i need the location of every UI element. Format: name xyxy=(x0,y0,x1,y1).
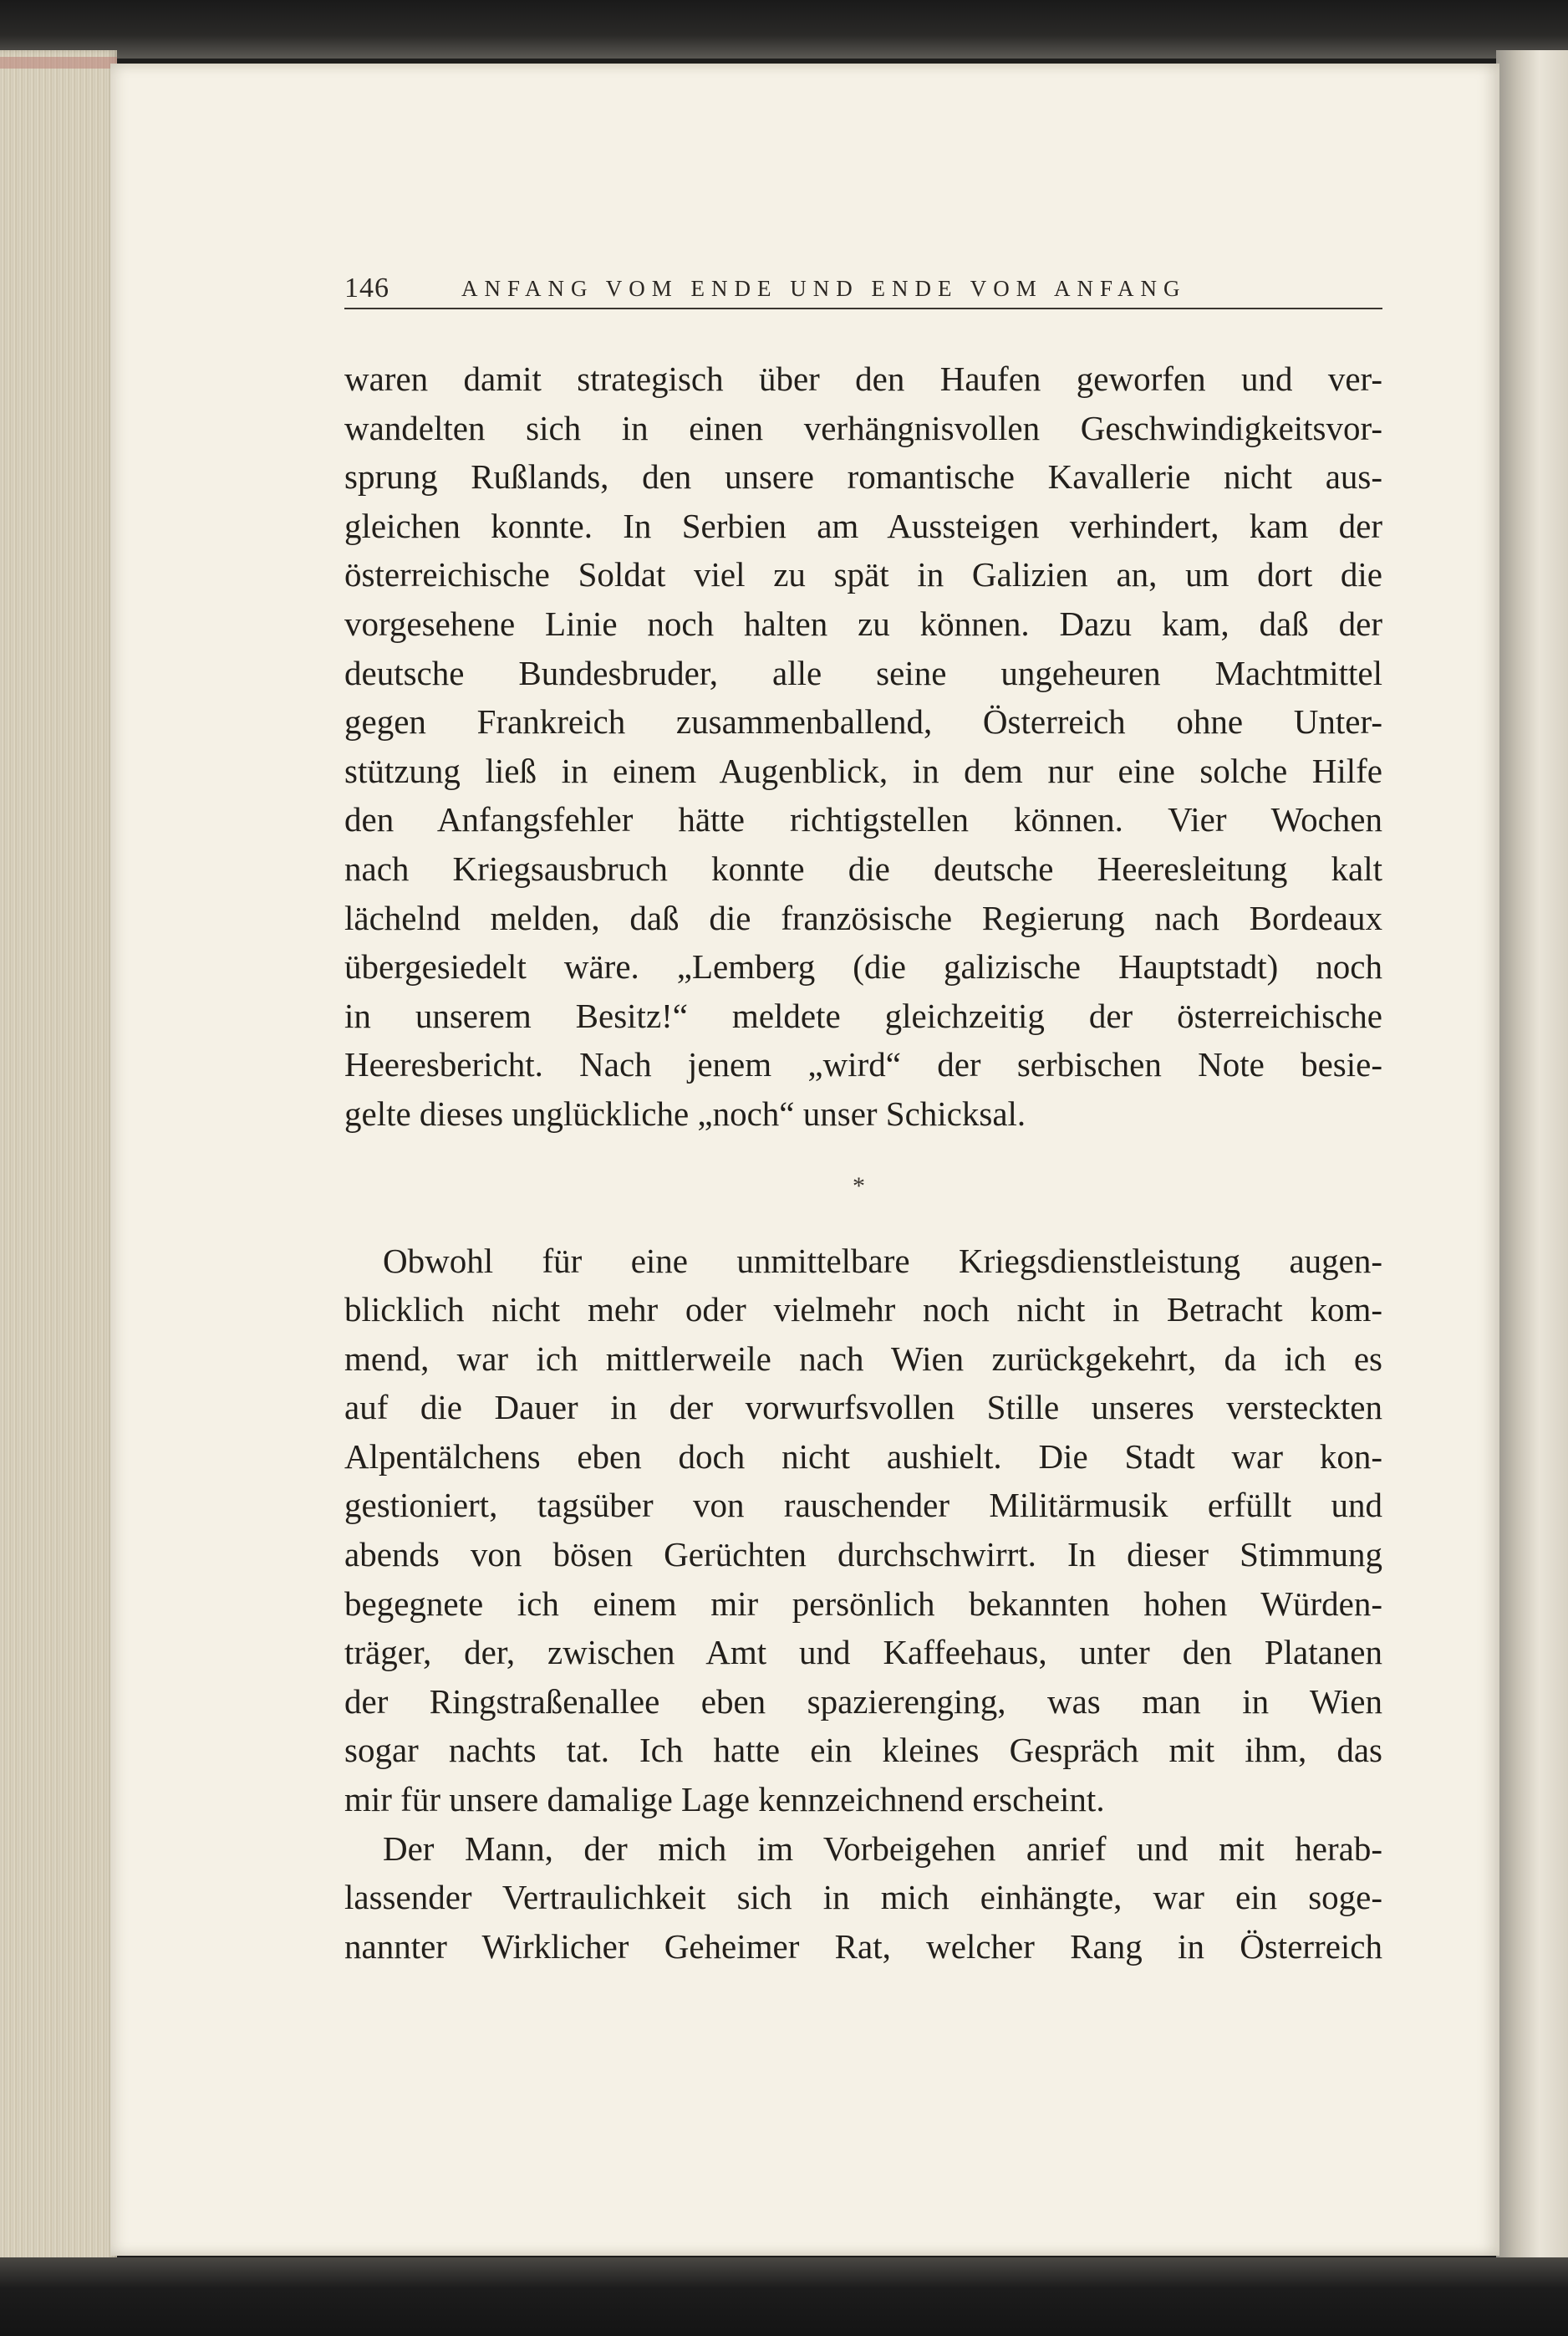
text-line: waren damit strategisch über den Haufen geworfen und ver- xyxy=(344,360,1382,398)
text-line: auf die Dauer in der vorwurfsvollen Stille unseres versteckten xyxy=(344,1388,1382,1427)
text-line: österreichische Soldat viel zu spät in Galizien an, um dort die xyxy=(344,555,1382,594)
text-line: stützung ließ in einem Augenblick, in dem nur eine solche Hilfe xyxy=(344,751,1382,790)
text-line: begegnete ich einem mir persönlich bekannten hohen Würden- xyxy=(344,1584,1382,1623)
scanner-bottom-edge xyxy=(0,2257,1568,2336)
text-line: blicklich nicht mehr oder vielmehr noch nicht in Betracht kom- xyxy=(344,1290,1382,1329)
running-title: ANFANG VOM ENDE UND ENDE VOM ANFANG xyxy=(461,276,1187,301)
text-line: der Ringstraßenallee eben spazierenging, was man in Wien xyxy=(344,1681,1382,1721)
page-edge-stain xyxy=(0,57,117,69)
text-line: gelte dieses unglückliche „noch“ unser Schicksal. xyxy=(344,1094,1026,1133)
text-line: nannter Wirklicher Geheimer Rat, welcher Rang in Österreich xyxy=(344,1926,1382,1966)
running-header xyxy=(344,268,1381,309)
book-cover-edge xyxy=(1496,50,1568,2266)
text-line: lassender Vertraulichkeit sich in mich einhängte, war ein soge- xyxy=(344,1878,1382,1917)
text-line: den Anfangsfehler hätte richtigstellen können. Vier Wochen xyxy=(344,800,1382,839)
text-line: vorgesehene Linie noch halten zu können. Dazu kam, daß der xyxy=(344,604,1382,643)
text-line: wandelten sich in einen verhängnisvollen Geschwindigkeitsvor- xyxy=(344,408,1382,447)
text-line: lächelnd melden, daß die französische Regierung nach Bordeaux xyxy=(344,898,1382,937)
book-page-edges xyxy=(0,50,117,2266)
text-line: übergesiedelt wäre. „Lemberg (die galizische Hauptstadt) noch xyxy=(344,947,1382,987)
text-line: Der Mann, der mich im Vorbeigehen anrief und mit herab- xyxy=(383,1829,1382,1868)
text-line: in unserem Besitz!“ meldete gleichzeitig der österreichische xyxy=(344,996,1382,1035)
text-line: träger, der, zwischen Amt und Kaffeehaus, unter den Platanen xyxy=(344,1633,1382,1672)
text-line: mend, war ich mittlerweile nach Wien zurückgekehrt, da ich es xyxy=(344,1339,1382,1378)
text-line: sogar nachts tat. Ich hatte ein kleines Gespräch mit ihm, das xyxy=(344,1731,1382,1770)
text-line: mir für unsere damalige Lage kennzeichnend erscheint. xyxy=(344,1780,1105,1819)
body-text xyxy=(344,354,1382,1971)
text-line: nach Kriegsausbruch konnte die deutsche Heeresleitung kalt xyxy=(344,849,1382,888)
paragraph-1 xyxy=(344,354,1382,1139)
paragraph-3 xyxy=(344,1824,1382,1971)
header-rule xyxy=(344,308,1382,309)
scanner-top-edge xyxy=(0,0,1568,59)
text-line: abends von bösen Gerüchten durchschwirrt. In dieser Stimmung xyxy=(344,1535,1382,1574)
text-line: sprung Rußlands, den unsere romantische Kavallerie nicht aus- xyxy=(344,457,1382,497)
text-line: gestioniert, tagsüber von rauschender Militärmusik erfüllt und xyxy=(344,1486,1382,1525)
text-line: deutsche Bundesbruder, alle seine ungeheuren Machtmittel xyxy=(344,653,1382,692)
paragraph-2 xyxy=(344,1237,1382,1824)
text-line: Alpentälchens eben doch nicht aushielt. Die Stadt war kon- xyxy=(344,1436,1382,1476)
section-break-asterisk: * xyxy=(853,1172,865,1200)
text-line: gegen Frankreich zusammenballend, Österreich ohne Unter- xyxy=(344,702,1382,742)
text-line: Heeresbericht. Nach jenem „wird“ der serbischen Note besie- xyxy=(344,1045,1382,1084)
page-number: 146 xyxy=(344,273,389,303)
text-line: gleichen konnte. In Serbien am Aussteigen verhindert, kam der xyxy=(344,506,1382,545)
text-line: Obwohl für eine unmittelbare Kriegsdienstleistung augen- xyxy=(383,1241,1382,1280)
